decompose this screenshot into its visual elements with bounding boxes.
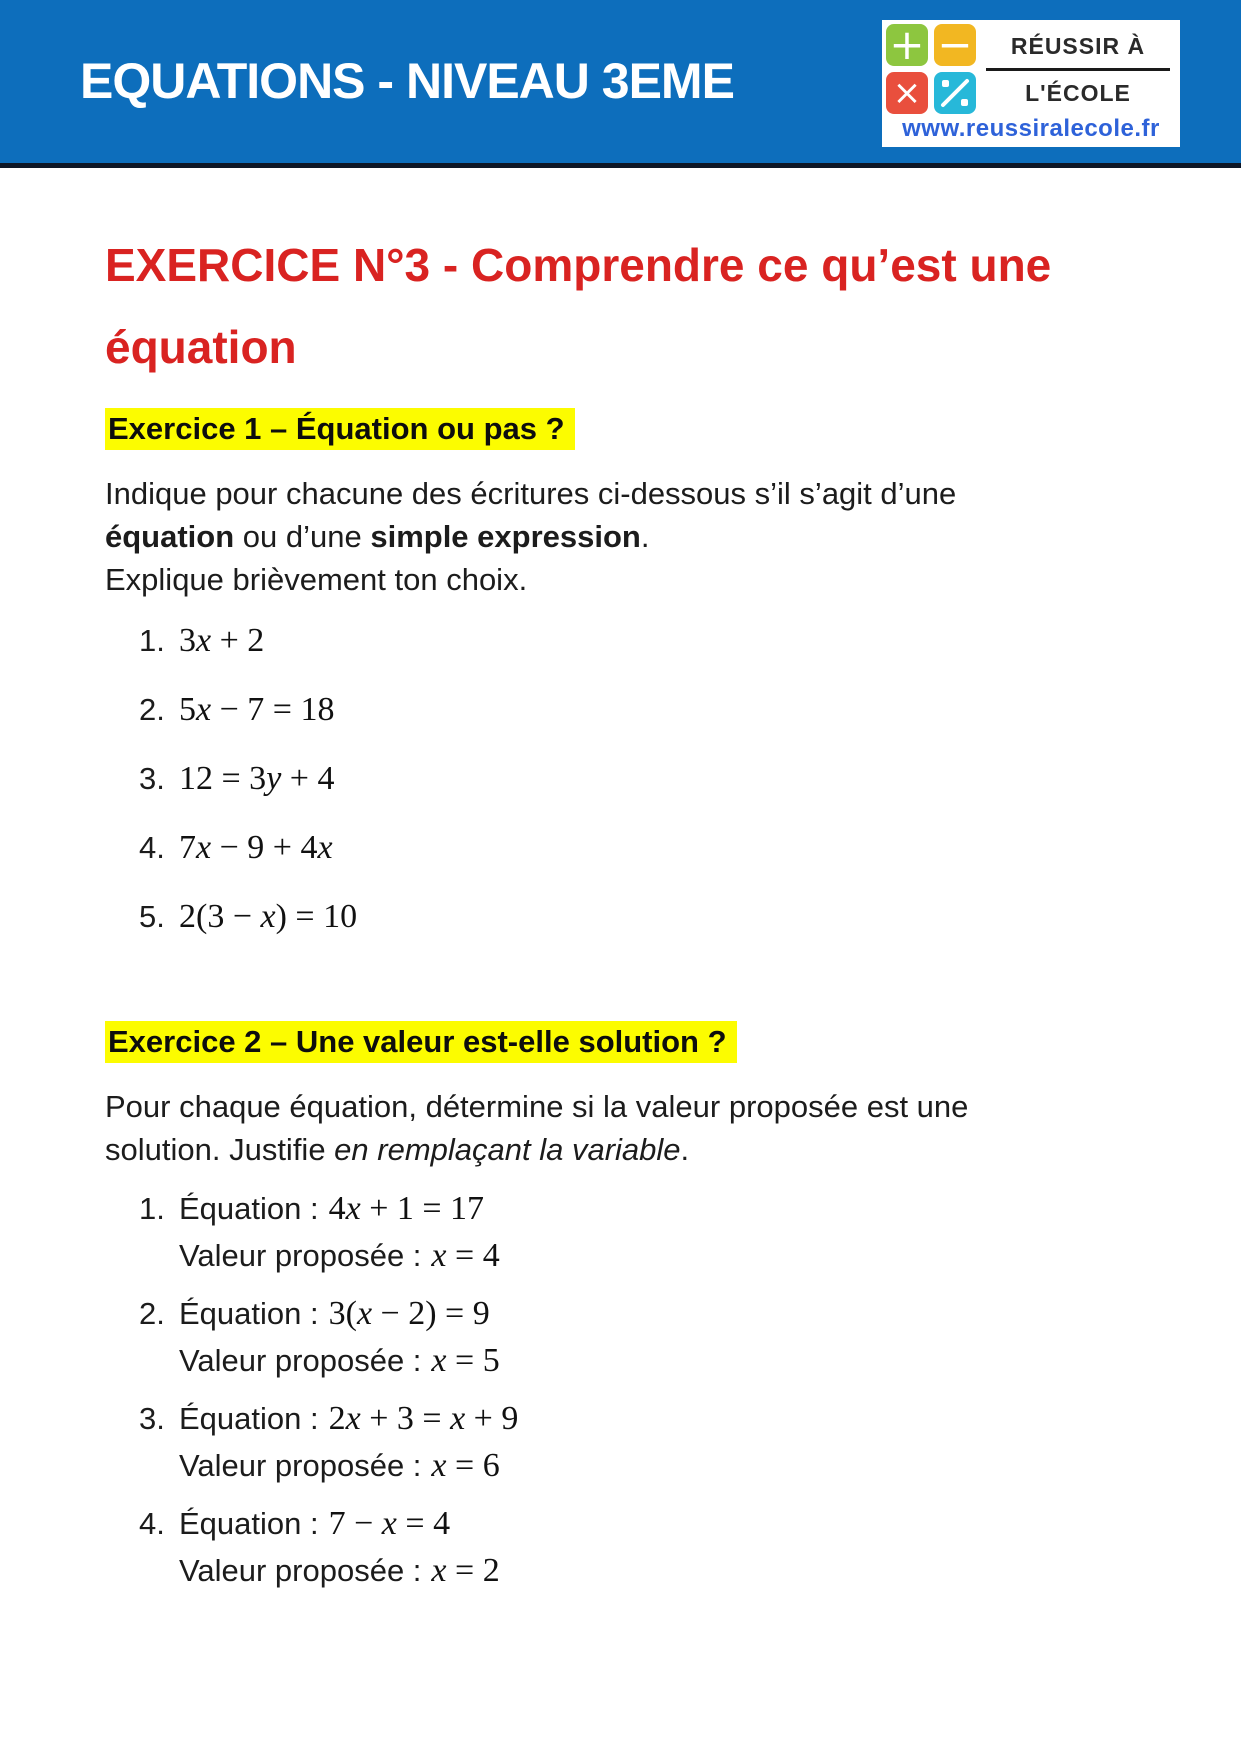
value-row — [105, 1547, 1141, 1594]
equation-label: Équation : — [179, 1191, 319, 1226]
page-banner — [0, 0, 1241, 168]
equation-math: 4x + 1 = 17 — [328, 1190, 485, 1227]
worksheet-body — [0, 224, 1241, 1594]
math-expression: 12 = 3y + 4 — [179, 760, 335, 797]
value-label: Valeur proposée : — [179, 1553, 422, 1588]
item-number: 2. — [139, 692, 165, 727]
divide-icon — [934, 72, 976, 114]
logo-brand-line1: RÉUSSIR À — [1010, 33, 1146, 59]
value-math: x = 5 — [431, 1342, 500, 1379]
calc-tiles — [886, 20, 976, 115]
exercise1-heading: Exercice 1 – Équation ou pas ? — [105, 408, 575, 450]
item-number: 4. — [139, 1506, 165, 1541]
exercise2-heading: Exercice 2 – Une valeur est-elle solution ? — [105, 1021, 737, 1063]
banner-title: EQUATIONS - NIVEAU 3EME — [80, 53, 734, 109]
list-item — [105, 830, 1141, 866]
list-item — [105, 899, 1141, 935]
equation-math: 7 − x = 4 — [328, 1505, 451, 1542]
multiply-icon: × — [886, 72, 928, 114]
equation-label: Équation : — [179, 1506, 319, 1541]
value-label: Valeur proposée : — [179, 1448, 422, 1483]
math-expression: 5x − 7 = 18 — [179, 691, 335, 728]
equation-label: Équation : — [179, 1296, 319, 1331]
value-math: x = 6 — [431, 1447, 500, 1484]
logo-brand-line2: L'ÉCOLE — [1025, 80, 1131, 106]
value-label: Valeur proposée : — [179, 1343, 422, 1378]
equation-row — [105, 1290, 1141, 1337]
item-number: 1. — [139, 1191, 165, 1226]
document-title-line1: EXERCICE N°3 - Comprendre ce qu’est une — [105, 239, 1052, 291]
value-row — [105, 1442, 1141, 1489]
value-row — [105, 1337, 1141, 1384]
exercise1-intro-line1: Indique pour chacune des écritures ci-dessous s’il s’agit d’une — [105, 476, 957, 511]
plus-icon: + — [886, 24, 928, 66]
math-expression: 2(3 − x) = 10 — [179, 898, 358, 935]
exercise1-intro — [105, 472, 1141, 601]
list-item — [105, 1395, 1141, 1489]
logo-website-url: www.reussiralecole.fr — [902, 115, 1160, 142]
value-math: x = 4 — [431, 1237, 500, 1274]
math-expression: 7x − 9 + 4x — [179, 829, 333, 866]
exercise1-intro-line2: équation ou d’une simple expression. — [105, 519, 650, 554]
math-expression: 3x + 2 — [179, 622, 265, 659]
document-title — [105, 224, 1141, 388]
item-number: 2. — [139, 1296, 165, 1331]
item-number: 4. — [139, 830, 165, 865]
list-item — [105, 692, 1141, 728]
list-item — [105, 1185, 1141, 1279]
equation-row — [105, 1500, 1141, 1547]
exercise2-intro-line1: Pour chaque équation, détermine si la valeur proposée est une — [105, 1089, 969, 1124]
equation-row — [105, 1185, 1141, 1232]
list-item — [105, 1500, 1141, 1594]
item-number: 3. — [139, 1401, 165, 1436]
value-math: x = 2 — [431, 1552, 500, 1589]
item-number: 1. — [139, 623, 165, 658]
exercise1-intro-line3: Explique brièvement ton choix. — [105, 562, 528, 597]
list-item — [105, 623, 1141, 659]
item-number: 5. — [139, 899, 165, 934]
list-item — [105, 761, 1141, 797]
exercise1-list — [105, 623, 1141, 935]
logo — [882, 20, 1180, 147]
list-item — [105, 1290, 1141, 1384]
minus-icon: − — [934, 24, 976, 66]
equation-row — [105, 1395, 1141, 1442]
equation-math: 3(x − 2) = 9 — [328, 1295, 490, 1332]
equation-math: 2x + 3 = x + 9 — [328, 1400, 519, 1437]
value-label: Valeur proposée : — [179, 1238, 422, 1273]
item-number: 3. — [139, 761, 165, 796]
exercise2-list — [105, 1185, 1141, 1594]
logo-divider — [986, 68, 1170, 71]
value-row — [105, 1232, 1141, 1279]
exercise2-intro-line2: solution. Justifie en remplaçant la variable. — [105, 1132, 690, 1167]
equation-label: Équation : — [179, 1401, 319, 1436]
document-title-line2: équation — [105, 321, 297, 373]
exercise2-intro — [105, 1085, 1141, 1171]
